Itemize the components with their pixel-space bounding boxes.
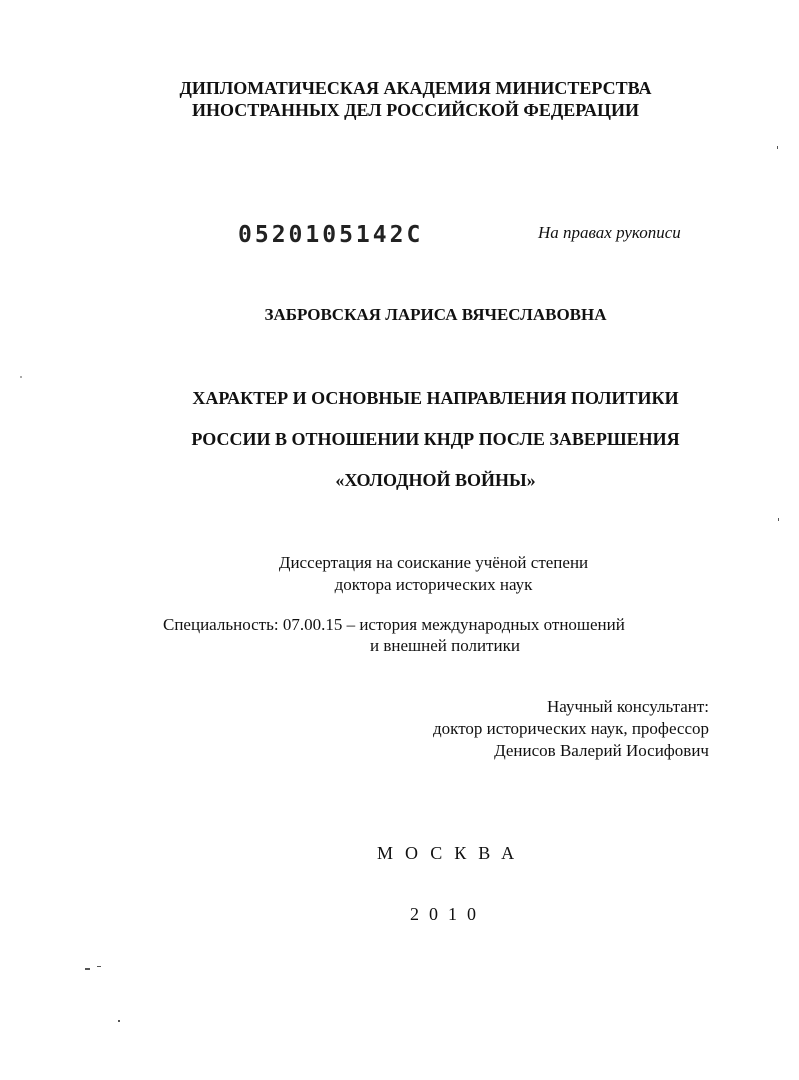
degree-line-1: Диссертация на соискание учёной степени [278,553,589,572]
dissertation-title-line-1: ХАРАКТЕР И ОСНОВНЫЕ НАПРАВЛЕНИЯ ПОЛИТИКИ [192,388,679,408]
advisor-label: Научный консультант: [547,697,709,716]
specialty-line-2: и внешней политики [370,636,520,655]
scan-speck [118,1020,120,1022]
scan-speck [20,376,22,378]
registration-stamp: 0520105142С [238,222,424,248]
scan-speck [85,968,90,970]
advisor-degree: доктор исторических наук, профессор [433,719,709,738]
dissertation-title-line-3: «ХОЛОДНОЙ ВОЙНЫ» [335,470,536,490]
dissertation-title-line-2: РОССИИ В ОТНОШЕНИИ КНДР ПОСЛЕ ЗАВЕРШЕНИЯ [191,429,680,449]
manuscript-note: На правах рукописи [538,223,681,242]
scan-speck [778,518,779,521]
institution-line-2: ИНОСТРАННЫХ ДЕЛ РОССИЙСКОЙ ФЕДЕРАЦИИ [192,100,639,120]
city: МОСКВА [377,843,527,863]
advisor-name: Денисов Валерий Иосифович [494,741,709,760]
specialty-line-1: Специальность: 07.00.15 – история международных отношений [163,615,625,634]
year: 2010 [410,904,486,924]
scan-speck [97,966,101,967]
author-name: ЗАБРОВСКАЯ ЛАРИСА ВЯЧЕСЛАВОВНА [264,305,607,324]
degree-line-2: доктора исторических наук [334,575,533,594]
scan-speck [777,146,778,149]
institution-line-1: ДИПЛОМАТИЧЕСКАЯ АКАДЕМИЯ МИНИСТЕРСТВА [179,78,652,98]
